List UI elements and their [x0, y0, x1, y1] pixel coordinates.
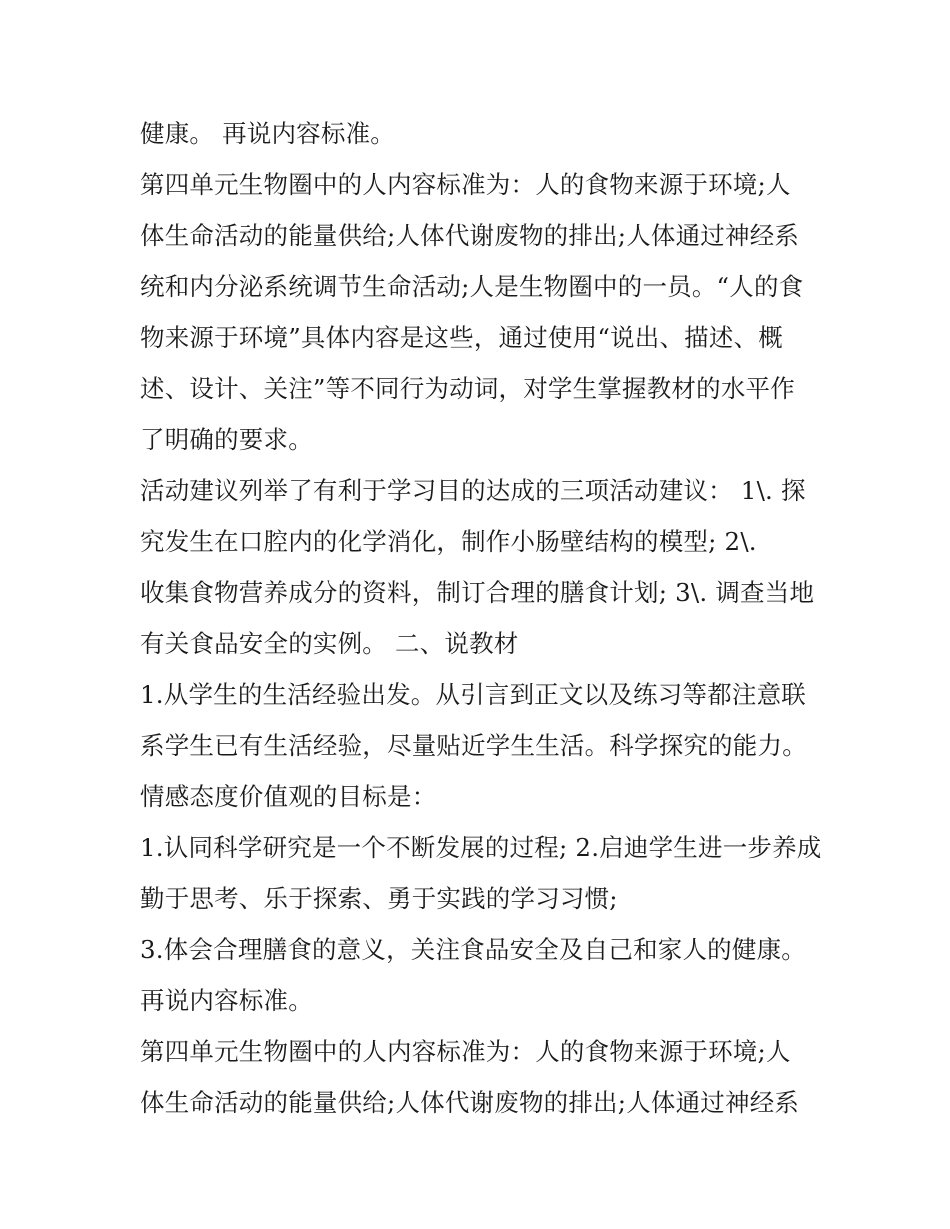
text-line: 3.体会合理膳食的意义，关注食品安全及自己和家人的健康。: [140, 935, 806, 964]
text-line: 述、设计、关注”等不同行为动词，对学生掌握教材的水平作: [140, 374, 795, 403]
text-line: 1.认同科学研究是一个不断发展的过程; 2.启迪学生进一步养成: [140, 833, 822, 862]
text-line: 再说内容标准。: [140, 986, 313, 1015]
text-line: 了明确的要求。: [140, 425, 313, 454]
text-line: 第四单元生物圈中的人内容标准为：人的食物来源于环境;人: [140, 170, 791, 199]
text-line: 活动建议列举了有利于学习目的达成的三项活动建议： 1\. 探: [140, 476, 806, 505]
text-line: 勤于思考、乐于探索、勇于实践的学习习惯;: [140, 884, 618, 913]
text-line: 究发生在口腔内的化学消化，制作小肠壁结构的模型; 2\.: [140, 527, 757, 556]
text-line: 健康。 再说内容标准。: [140, 119, 395, 148]
document-body: [140, 108, 820, 1128]
text-line: 体生命活动的能量供给;人体代谢废物的排出;人体通过神经系: [140, 1088, 800, 1117]
text-line: 情感态度价值观的目标是：: [140, 782, 437, 811]
text-line: 体生命活动的能量供给;人体代谢废物的排出;人体通过神经系: [140, 221, 800, 250]
text-line: 收集食物营养成分的资料，制订合理的膳食计划; 3\. 调查当地: [140, 578, 815, 607]
text-line: 系学生已有生活经验，尽量贴近学生生活。科学探究的能力。: [140, 731, 807, 760]
text-line: 统和内分泌系统调节生命活动;人是生物圈中的一员。“人的食: [140, 272, 804, 301]
text-line: 物来源于环境”具体内容是这些，通过使用“说出、描述、概: [140, 323, 783, 352]
text-line: 第四单元生物圈中的人内容标准为：人的食物来源于环境;人: [140, 1037, 791, 1066]
text-line: 1.从学生的生活经验出发。从引言到正文以及练习等都注意联: [140, 680, 806, 709]
text-line: 有关食品安全的实例。 二、说教材: [140, 629, 519, 658]
